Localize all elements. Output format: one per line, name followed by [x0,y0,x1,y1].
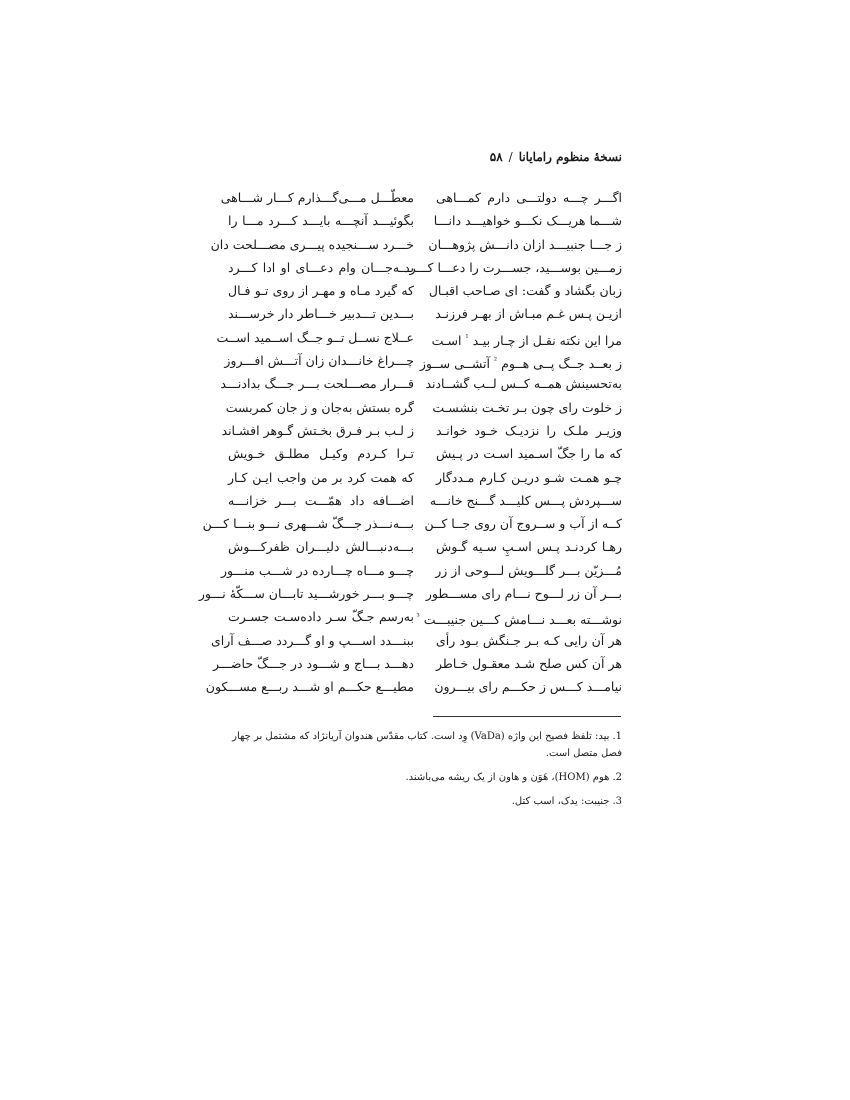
footnote-number: 3. [612,796,622,807]
couplet [220,186,622,209]
hemistich-second: بـــدین تـــدبیر خـــاطر دار خرســـند [228,306,414,322]
couplet [228,302,622,325]
footnote-number: 2. [612,772,622,783]
hemistich-second: دهـــد بـــاج و شـــود در جـــگّ حاضـــر [213,655,414,671]
hemistich-first: که ما را جگّ اسـمید اسـت در پـیش [436,446,622,462]
couplet [228,605,622,628]
hemistich-first: شـــما هریـــک نکـــو خواهیـــد دانـــا [433,213,622,229]
hemistich-first: زبان بگشاد و گفت: ای صـاحب اقبـال [428,283,622,299]
hemistich-second: بـــه‌دنبـــالش دلیـــران ظفرکـــوش [228,539,414,555]
hemistich-second: چـــو بـــر خورشـــید تابـــان ســـکّهٔ نـــور [198,586,414,602]
hemistich-first: نوشـــته بعـــد نـــامش کـــین جنیبـــت $^{^3}$ [416,612,622,628]
couplet [205,675,622,698]
hemistich-second: که گیرد مـاه و مهـر از روی تـو فـال [228,283,414,299]
couplet [220,372,622,395]
hemistich-first: زمـــین بوســـید، جســـرت را دعـــا کـــرد [404,259,622,275]
couplet [198,582,622,605]
hemistich-second: معطّـــل مـــی‌گـــذارم کـــار شـــاهی [220,190,414,205]
couplet [213,652,622,675]
running-header [228,150,622,164]
hemistich-first: ز خلوت رای چون بـر تخـت بنشسـت [432,399,622,415]
hemistich-first: وزیـر ملـک را نزدیـک خـود خوانـد [436,422,622,438]
footnote [228,769,622,786]
couplet [224,349,622,372]
couplet [228,256,622,279]
footnote-number: 1. [612,731,622,742]
hemistich-first: رهـا کردنـد پـس اسـپِ سـیه گـوش [436,539,622,555]
hemistich-second: ببنـــدد اســـپ و او گـــردد صـــف آرای [210,632,414,648]
footnotes [228,728,622,817]
couplet [228,466,622,489]
hemistich-first: ســـپردش پـــس کلیـــد گـــنج خانـــه [429,492,622,508]
footnote-text: بید: تلفظ فصیح این واژه (VaDa) وِد است. کتاب مقدّس هندوان آریانژاد که مشتمل بر چهار فصل متصل است. [232,731,622,759]
hemistich-second: مطیـــع حکـــم او شـــد ربـــع مســـکون [205,679,414,695]
couplet [228,442,622,465]
hemistich-first: کــه از آب و ســروج آن روی جــا کــن [424,516,622,532]
couplet [225,396,622,419]
hemistich-first: مُـــزیّن بـــر گلـــویش لـــوحی از زر [435,562,622,578]
hemistich-first: اگـــر چـــه دولتـــی دارم کمـــاهی [436,190,622,205]
hemistich-second: عــلاج نســل تــو جــگ اســمید اســت [216,329,414,345]
hemistich-second: بـــه‌جـــان وام دعـــای او ادا کـــرد [228,259,414,275]
couplet [216,326,622,349]
hemistich-second: تـرا کـردم وکیـل مطلـق خـویش [228,446,414,462]
hemistich-first: هر آن رایی کـه بـر جـنگش بـود رأی [436,632,622,648]
book-title: نسخهٔ منظوم رامایانا [518,150,622,164]
hemistich-second: بـــه‌نـــذر جـــگّ شـــهری نـــو بنـــا کـــن [202,516,414,532]
hemistich-first: مرا این نکته نقـل از چـار بیـد $^{^1}$ اسـت [431,332,622,348]
couplet [202,512,622,535]
couplet [228,279,622,302]
footnote [228,728,622,762]
hemistich-second: قـــرار مصـــلحت بـــر جـــگ بدادنـــد [220,376,414,392]
hemistich-first: ز جـــا جنبیـــد ازان دانـــش پژوهـــان [428,236,622,252]
hemistich-second: گره بستش به‌جان و ز جان کمربست [225,399,414,415]
couplet [220,559,622,582]
hemistich-second: چـــو مـــاه چـــارده در شـــب منـــور [220,562,414,578]
hemistich-first: به‌تحسینش همــه کــس لــب گشــادند [425,376,622,392]
footnote-text: جنیبت: یدک، اسب کتل. [511,796,610,807]
hemistich-first: چـو همـت شـو دریـن کـارم مـددگار [436,469,622,485]
hemistich-first: هر آن کس صلح شـد معقـول خـاطر [436,655,622,671]
couplet [228,209,622,232]
hemistich-second: چـــراغ خانـــدان زان آتـــش افـــروز [224,353,414,369]
footnote [228,793,622,810]
hemistich-first: بـــر آن زر لـــوح نـــام رای مســـطور [425,586,622,602]
couplet [228,489,622,512]
hemistich-first: ز بعــد جــگ پــی هــوم $^{^2}$ آتشــی ســوز [419,356,622,372]
hemistich-second: بگوئیـــد آنچـــه بایـــد کـــرد مـــا را [228,213,414,229]
hemistich-second: خـــرد ســـنجیده پیـــری مصـــلحت دان [210,236,414,252]
hemistich-second: که همت کرد بر من واجب ایـن کـار [228,469,414,485]
hemistich-second: ز لـب بـر فـرق بخـتش گـوهر افشـاند [221,422,414,438]
footnote-text: هوم (HOM)، هَوَن و هاون از یک ریشه می‌باشند. [405,772,610,783]
poem-body [198,186,622,699]
footnote-divider [433,716,621,717]
hemistich-second: به‌رسم جـگّ سـر داده‌سـت جسـرت [228,609,414,625]
header-separator: / [508,150,513,164]
couplet [210,629,622,652]
hemistich-first: ازیـن پـس غـم مبـاش از بهـر فرزنـد [435,306,622,322]
couplet [228,535,622,558]
hemistich-second: اضـــافه داد همّـــت بـــر خزانـــه [228,492,414,508]
page-number: ۵۸ [489,150,503,164]
hemistich-first: نیامـــد کـــس ز حکـــم رای بیـــرون [434,679,622,695]
couplet [210,233,622,256]
couplet [221,419,622,442]
